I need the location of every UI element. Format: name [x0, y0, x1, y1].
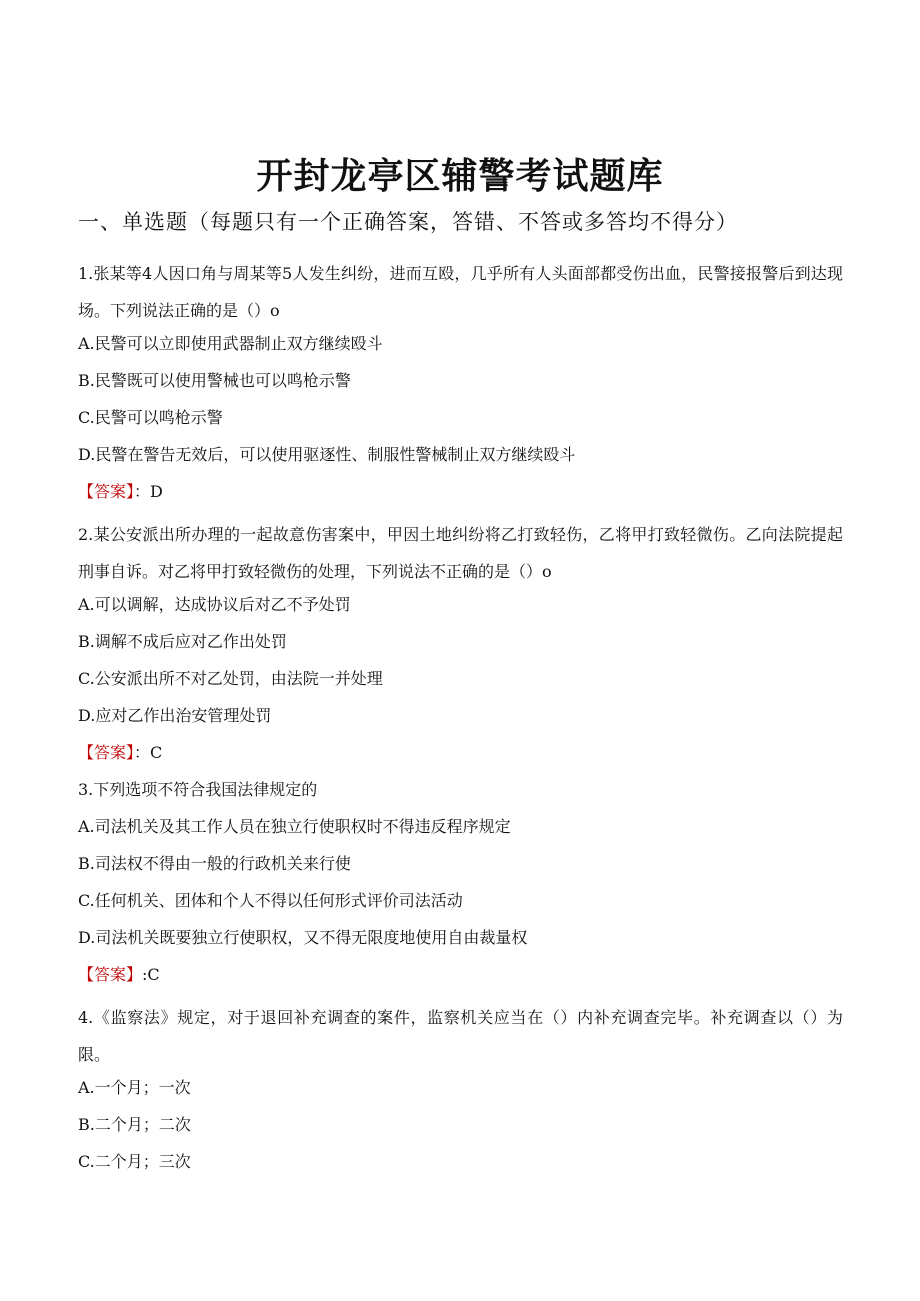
- option-b: B.二个月；二次: [78, 1115, 191, 1134]
- answer-line: [78, 962, 843, 988]
- answer-line: [78, 479, 843, 505]
- question-stem: 2.某公安派出所办理的一起故意伤害案中，甲因土地纠纷将乙打致轻伤，乙将甲打致轻微伤。乙向法院提起刑事自诉。对乙将甲打致轻微伤的处理，下列说法不正确的是（）o: [78, 525, 843, 581]
- question-stem: 4.《监察法》规定，对于退回补充调查的案件，监察机关应当在（）内补充调查完毕。补充调查以（）为限。: [78, 1008, 843, 1064]
- option-a: A.一个月；一次: [78, 1078, 191, 1097]
- document-title: 开封龙亭区辅警考试题库: [256, 156, 664, 197]
- answer-value: :C: [142, 965, 160, 984]
- option-c: C.公安派出所不对乙处罚，由法院一并处理: [78, 669, 383, 688]
- option-c: C.民警可以鸣枪示警: [78, 408, 223, 427]
- option-b: B.调解不成后应对乙作出处罚: [78, 632, 287, 651]
- option-a: A.司法机关及其工作人员在独立行使职权时不得违反程序规定: [78, 817, 511, 836]
- option-d: D.应对乙作出治安管理处罚: [78, 706, 272, 725]
- option-b: B.民警既可以使用警械也可以鸣枪示警: [78, 371, 351, 390]
- answer-line: [78, 740, 843, 766]
- option-a: A.民警可以立即使用武器制止双方继续殴斗: [78, 334, 383, 353]
- answer-tag: 【答案】: [78, 743, 135, 762]
- question-stem: 3.下列选项不符合我国法律规定的: [78, 780, 318, 799]
- option-b: B.司法权不得由一般的行政机关来行使: [78, 854, 351, 873]
- option-d: D.司法机关既要独立行使职权，又不得无限度地使用自由裁量权: [78, 928, 528, 947]
- question-list: [78, 255, 843, 1186]
- answer-tag: 【答案】: [78, 482, 135, 501]
- answer-value: ：C: [134, 743, 163, 762]
- option-a: A.可以调解，达成协议后对乙不予处罚: [78, 595, 351, 614]
- section-heading: 一、单选题（每题只有一个正确答案，答错、不答或多答均不得分）: [78, 210, 738, 234]
- option-d: D.民警在警告无效后，可以使用驱逐性、制服性警械制止双方继续殴斗: [78, 445, 576, 464]
- option-c: C.二个月；三次: [78, 1152, 191, 1171]
- answer-value: ：D: [134, 482, 163, 501]
- question-stem: 1.张某等4人因口角与周某等5人发生纠纷，进而互殴，几乎所有人头面部都受伤出血，民警接报警后到达现场。下列说法正确的是（）o: [78, 264, 843, 320]
- answer-tag: 【答案】: [78, 965, 143, 984]
- option-c: C.任何机关、团体和个人不得以任何形式评价司法活动: [78, 891, 463, 910]
